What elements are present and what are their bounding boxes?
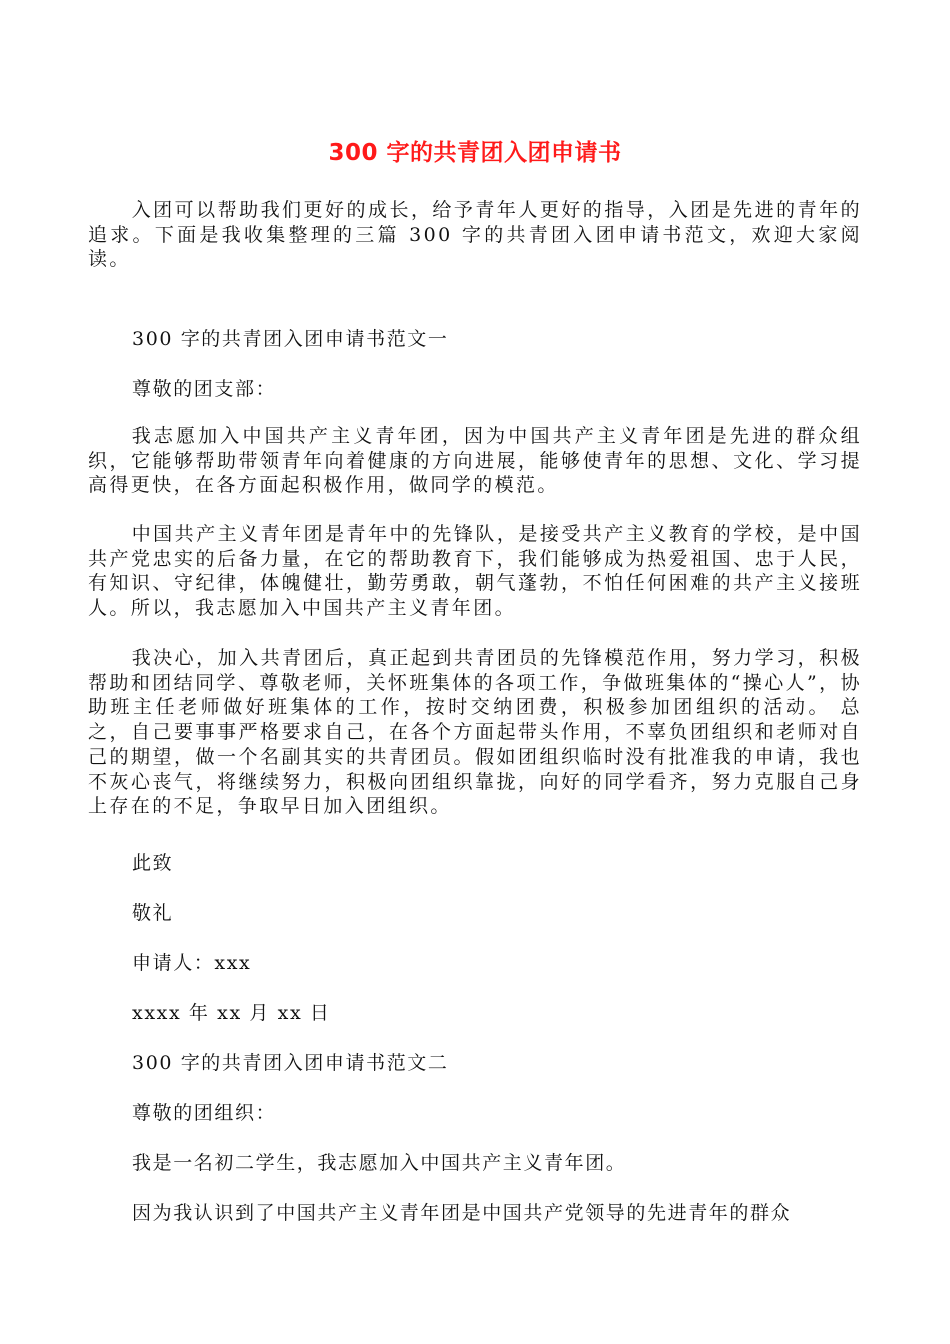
essay2-salutation: 尊敬的团组织： — [132, 1102, 277, 1124]
essay2-line-1: 我是一名初二学生，我志愿加入中国共产主义青年团。 — [132, 1152, 627, 1174]
intro-block — [88, 198, 862, 272]
essay1-paragraph-2: 中国共产主义青年团是青年中的先锋队，是接受共产主义教育的学校，是中国共产党忠实的后备力量，在它的帮助教育下，我们能够成为热爱祖国、忠于人民，有知识、守纪律，体魄健壮，勤劳勇敢，朝气蓬勃，不怕任何困难的共产主义接班人。所以，我志愿加入中国共产主义青年团。 — [88, 523, 862, 620]
essay1-paragraph-3: 我决心，加入共青团后，真正起到共青团员的先锋模范作用，努力学习，积极帮助和团结同学、尊敬老师，关怀班集体的各项工作，争做班集体的“操心人”，协助班主任老师做好班集体的工作，按时交纳团费，积极参加团组织的活动。 总之，自己要事事严格要求自己，在各个方面起带头作用，不辜负团组织和老师对自己的期望，做一个名副其实的共青团员。假如团组织临时没有批准我的申请，我也不灰心丧气，将继续努力，积极向团组织靠拢，向好的同学看齐，努力克服自己身上存在的不足，争取早日加入团组织。 — [88, 647, 862, 818]
intro-paragraph: 入团可以帮助我们更好的成长，给予青年人更好的指导，入团是先进的青年的追求。下面是我收集整理的三篇 300 字的共青团入团申请书范文，欢迎大家阅读。 — [88, 199, 862, 271]
essay1-salutation: 尊敬的团支部： — [132, 378, 277, 400]
essay1-paragraph-1: 我志愿加入中国共产主义青年团，因为中国共产主义青年团是先进的群众组织，它能够帮助带领青年向着健康的方向进展，能够使青年的思想、文化、学习提高得更快，在各方面起积极作用，做同学的模范。 — [88, 425, 862, 497]
essay1-paragraph-1-block — [88, 424, 862, 498]
document-title: 300 字的共青团入团申请书 — [328, 140, 622, 166]
essay2-line-2: 因为我认识到了中国共产主义青年团是中国共产党领导的先进青年的群众 — [132, 1202, 792, 1224]
essay1-paragraph-3-block — [88, 646, 862, 819]
essay1-applicant: 申请人：xxx — [132, 952, 252, 974]
essay1-date: xxxx 年 xx 月 xx 日 — [132, 1002, 331, 1024]
essay1-closing-1: 此致 — [132, 852, 174, 874]
essay2-heading: 300 字的共青团入团申请书范文二 — [132, 1052, 449, 1074]
essay1-heading: 300 字的共青团入团申请书范文一 — [132, 328, 449, 350]
essay1-paragraph-2-block — [88, 522, 862, 621]
essay1-closing-2: 敬礼 — [132, 902, 174, 924]
